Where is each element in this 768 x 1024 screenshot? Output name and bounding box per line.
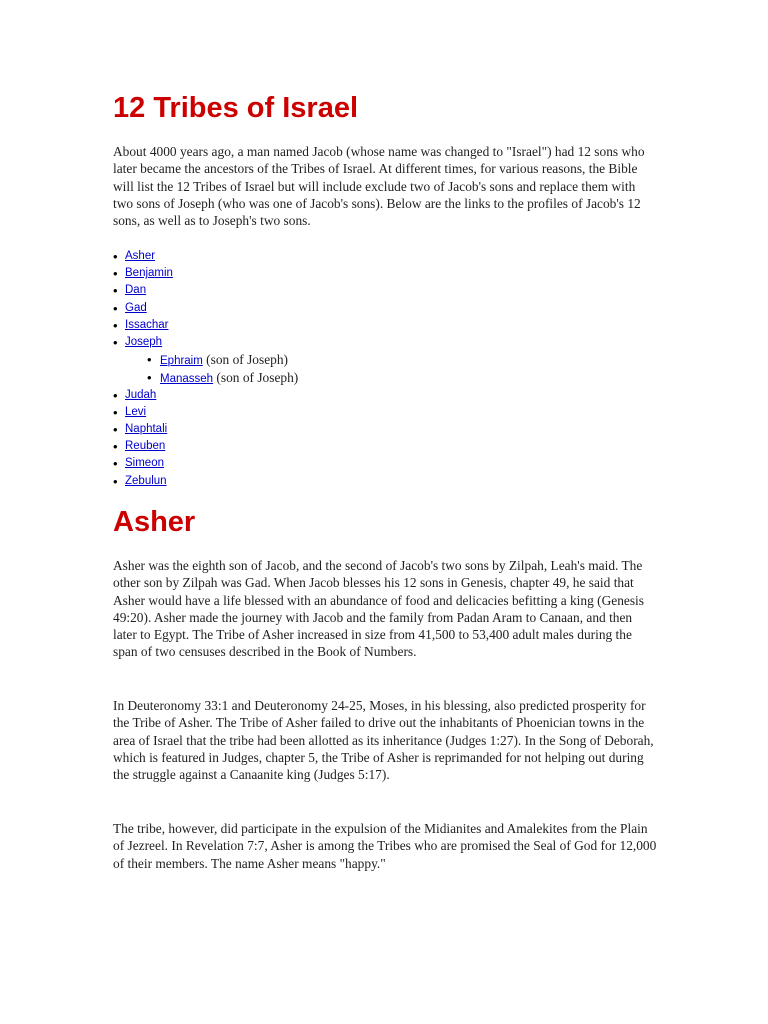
- bullet-icon: •: [113, 283, 118, 299]
- list-item: [113, 455, 298, 472]
- link-benjamin[interactable]: Benjamin: [125, 267, 173, 280]
- bullet-icon: •: [113, 300, 118, 316]
- tribes-list: [113, 248, 298, 490]
- list-item: [113, 438, 298, 455]
- bullet-icon: •: [147, 352, 152, 368]
- link-asher[interactable]: Asher: [125, 250, 156, 262]
- sublist-note: (son of Joseph): [213, 369, 299, 385]
- list-item: [113, 265, 298, 282]
- bullet-icon: •: [113, 249, 118, 264]
- link-judah[interactable]: Judah: [125, 388, 157, 401]
- list-item: [113, 334, 298, 387]
- intro-paragraph: About 4000 years ago, a man named Jacob (whose name was changed to "Israel") had 12 sons who later became the ancestors of the Tribes of Israel. At different times, for various reasons, the Bible will list the 12 Tribes of Israel but will include exclude two of Jacob's sons and replace them with two sons of Joseph (who was one of Jacob's sons). Below are the links to the profiles of Jacob's 12 sons, as well as to Joseph's two sons.: [113, 144, 645, 229]
- bullet-icon: •: [113, 266, 118, 282]
- link-reuben[interactable]: Reuben: [125, 440, 166, 453]
- page-title: 12 Tribes of Israel: [113, 92, 359, 124]
- bullet-icon: •: [113, 456, 118, 472]
- link-manasseh[interactable]: Manasseh: [160, 372, 214, 385]
- link-levi[interactable]: Levi: [125, 405, 147, 418]
- link-ephraim[interactable]: Ephraim: [160, 355, 203, 368]
- bullet-icon: •: [113, 317, 118, 333]
- link-naphtali[interactable]: Naphtali: [125, 423, 168, 436]
- bullet-icon: •: [147, 369, 152, 385]
- asher-paragraph: Asher was the eighth son of Jacob, and the second of Jacob's two sons by Zilpah, Leah's maid. The other son by Zilpah was Gad. When Jacob blesses his 12 sons in Genesis, chapter 49, he said that Asher would have a life blessed with an abundance of food and delicacies befitting a king (Genesis 49:20). Asher made the journey with Jacob and the family from Padan Aram to Canaan, and then later to Egypt. The Tribe of Asher increased in size from 41,500 to 53,400 adult males during the span of two censuses described in the Book of Numbers.: [113, 558, 644, 660]
- list-item: [113, 248, 298, 265]
- list-item: [113, 317, 298, 334]
- link-simeon[interactable]: Simeon: [125, 457, 164, 470]
- bullet-icon: •: [113, 387, 118, 403]
- bullet-icon: •: [113, 473, 118, 489]
- link-joseph[interactable]: Joseph: [125, 335, 163, 348]
- link-zebulun[interactable]: Zebulun: [125, 474, 167, 487]
- sublist-note: (son of Joseph): [202, 352, 288, 368]
- section-heading-asher: Asher: [113, 506, 196, 538]
- asher-paragraph: The tribe, however, did participate in the expulsion of the Midianites and Amalekites from the Plain of Jezreel. In Revelation 7:7, Asher is among the Tribes who are promised the Seal of God for 12,000 of their members. The name Asher means "happy.": [113, 821, 657, 871]
- link-issachar[interactable]: Issachar: [125, 318, 169, 331]
- bullet-icon: •: [113, 334, 118, 350]
- list-item: [113, 404, 298, 421]
- sub-list-item: [125, 351, 298, 369]
- bullet-icon: •: [113, 439, 118, 455]
- list-item: [113, 421, 298, 438]
- joseph-sublist: [125, 351, 298, 387]
- list-item: [113, 387, 298, 404]
- bullet-icon: •: [113, 422, 118, 438]
- bullet-icon: •: [113, 404, 118, 420]
- sub-list-item: [125, 369, 298, 387]
- link-gad[interactable]: Gad: [125, 301, 147, 314]
- link-dan[interactable]: Dan: [125, 284, 147, 297]
- asher-paragraph: In Deuteronomy 33:1 and Deuteronomy 24-25, Moses, in his blessing, also predicted prosperity for the Tribe of Asher. The Tribe of Asher failed to drive out the inhabitants of Phoenician towns in the area of Israel that the tribe had been allotted as its inheritance (Judges 1:27). In the Song of Deborah, which is featured in Judges, chapter 5, the Tribe of Asher is reprimanded for not helping out during the struggle against a Canaanite king (Judges 5:17).: [113, 698, 654, 783]
- list-item: [113, 473, 298, 490]
- list-item: [113, 282, 298, 299]
- list-item: [113, 300, 298, 317]
